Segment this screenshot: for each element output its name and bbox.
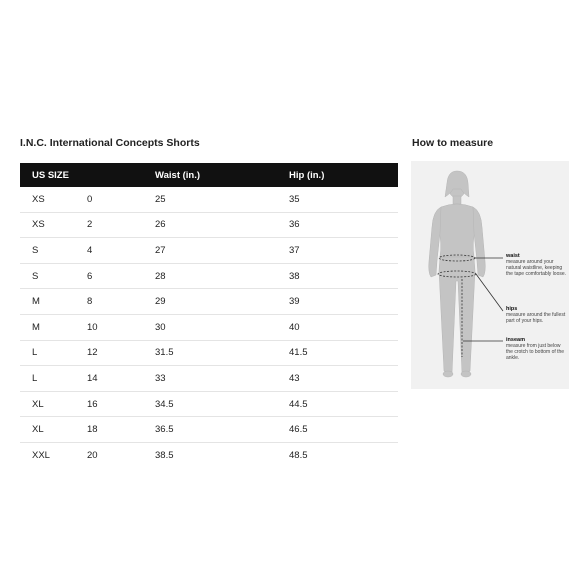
cell-waist: 29 xyxy=(155,289,289,315)
how-to-measure-title: How to measure xyxy=(412,137,494,149)
size-chart-table xyxy=(20,163,398,468)
cell-hip: 44.5 xyxy=(289,391,398,417)
cell-waist: 36.5 xyxy=(155,417,289,443)
cell-hip: 48.5 xyxy=(289,449,308,461)
cell-hip: 41.5 xyxy=(289,340,398,366)
table-row xyxy=(20,417,398,443)
header-hip: Hip (in.) xyxy=(289,163,398,187)
cell-size-number: 12 xyxy=(87,340,155,366)
header-us-size: US SIZE xyxy=(20,163,87,187)
table-row xyxy=(20,442,398,467)
cell-waist: 27 xyxy=(155,238,289,264)
cell-us-size: L xyxy=(20,340,87,366)
waist-note-text: measure around your natural waistline, keeping the tape comfortably loose. xyxy=(506,259,567,277)
header-size-number xyxy=(87,163,155,187)
waist-note-title: waist xyxy=(506,253,520,259)
cell-size-number: 4 xyxy=(87,238,155,264)
cell-us-size: S xyxy=(20,263,87,289)
table-row xyxy=(20,391,398,417)
cell-waist: 25 xyxy=(155,187,289,212)
cell-size-number: 0 xyxy=(87,187,155,212)
cell-us-size: XXL xyxy=(32,449,50,461)
cell-size-number: 8 xyxy=(87,289,155,315)
cell-size-number: 16 xyxy=(87,391,155,417)
inseam-note-title: inseam xyxy=(506,337,525,343)
cell-hip: 36 xyxy=(289,212,398,238)
cell-waist: 31.5 xyxy=(155,340,289,366)
table-row xyxy=(20,187,398,212)
hips-note-title: hips xyxy=(506,306,518,312)
table-row xyxy=(20,263,398,289)
inseam-note-text: measure from just below the crotch to bottom of the ankle. xyxy=(506,343,565,361)
table-header-row xyxy=(20,163,398,187)
cell-hip: 38 xyxy=(289,263,398,289)
cell-hip: 40 xyxy=(289,314,398,340)
cell-waist: 30 xyxy=(155,314,289,340)
table-row xyxy=(20,238,398,264)
cell-size-number: 2 xyxy=(87,212,155,238)
cell-us-size: M xyxy=(20,314,87,340)
table-row xyxy=(20,289,398,315)
cell-waist: 34.5 xyxy=(155,391,289,417)
inseam-note xyxy=(506,337,568,361)
cell-hip: 35 xyxy=(289,187,398,212)
cell-size-number: 14 xyxy=(87,366,155,392)
cell-size-number: 20 xyxy=(87,449,98,461)
cell-us-size: XS xyxy=(20,187,87,212)
cell-waist: 38.5 xyxy=(155,449,174,461)
table-row xyxy=(20,366,398,392)
waist-note xyxy=(506,253,568,277)
cell-size-number: 6 xyxy=(87,263,155,289)
cell-us-size: S xyxy=(20,238,87,264)
cell-us-size: XS xyxy=(20,212,87,238)
cell-waist: 26 xyxy=(155,212,289,238)
cell-size-number: 18 xyxy=(87,417,155,443)
cell-hip: 46.5 xyxy=(289,417,398,443)
header-waist: Waist (in.) xyxy=(155,163,289,187)
cell-us-size: XL xyxy=(20,417,87,443)
table-row xyxy=(20,340,398,366)
cell-us-size: XL xyxy=(20,391,87,417)
cell-us-size: L xyxy=(20,366,87,392)
hips-note-text: measure around the fullest part of your hips. xyxy=(506,312,566,324)
table-title: I.N.C. International Concepts Shorts xyxy=(20,137,200,149)
table-row xyxy=(20,314,398,340)
cell-hip: 43 xyxy=(289,366,398,392)
cell-size-number: 10 xyxy=(87,314,155,340)
cell-hip: 37 xyxy=(289,238,398,264)
hips-note xyxy=(506,306,568,324)
measure-illustration xyxy=(411,161,569,389)
cell-us-size: M xyxy=(20,289,87,315)
table-row xyxy=(20,212,398,238)
cell-hip: 39 xyxy=(289,289,398,315)
cell-waist: 28 xyxy=(155,263,289,289)
cell-waist: 33 xyxy=(155,366,289,392)
